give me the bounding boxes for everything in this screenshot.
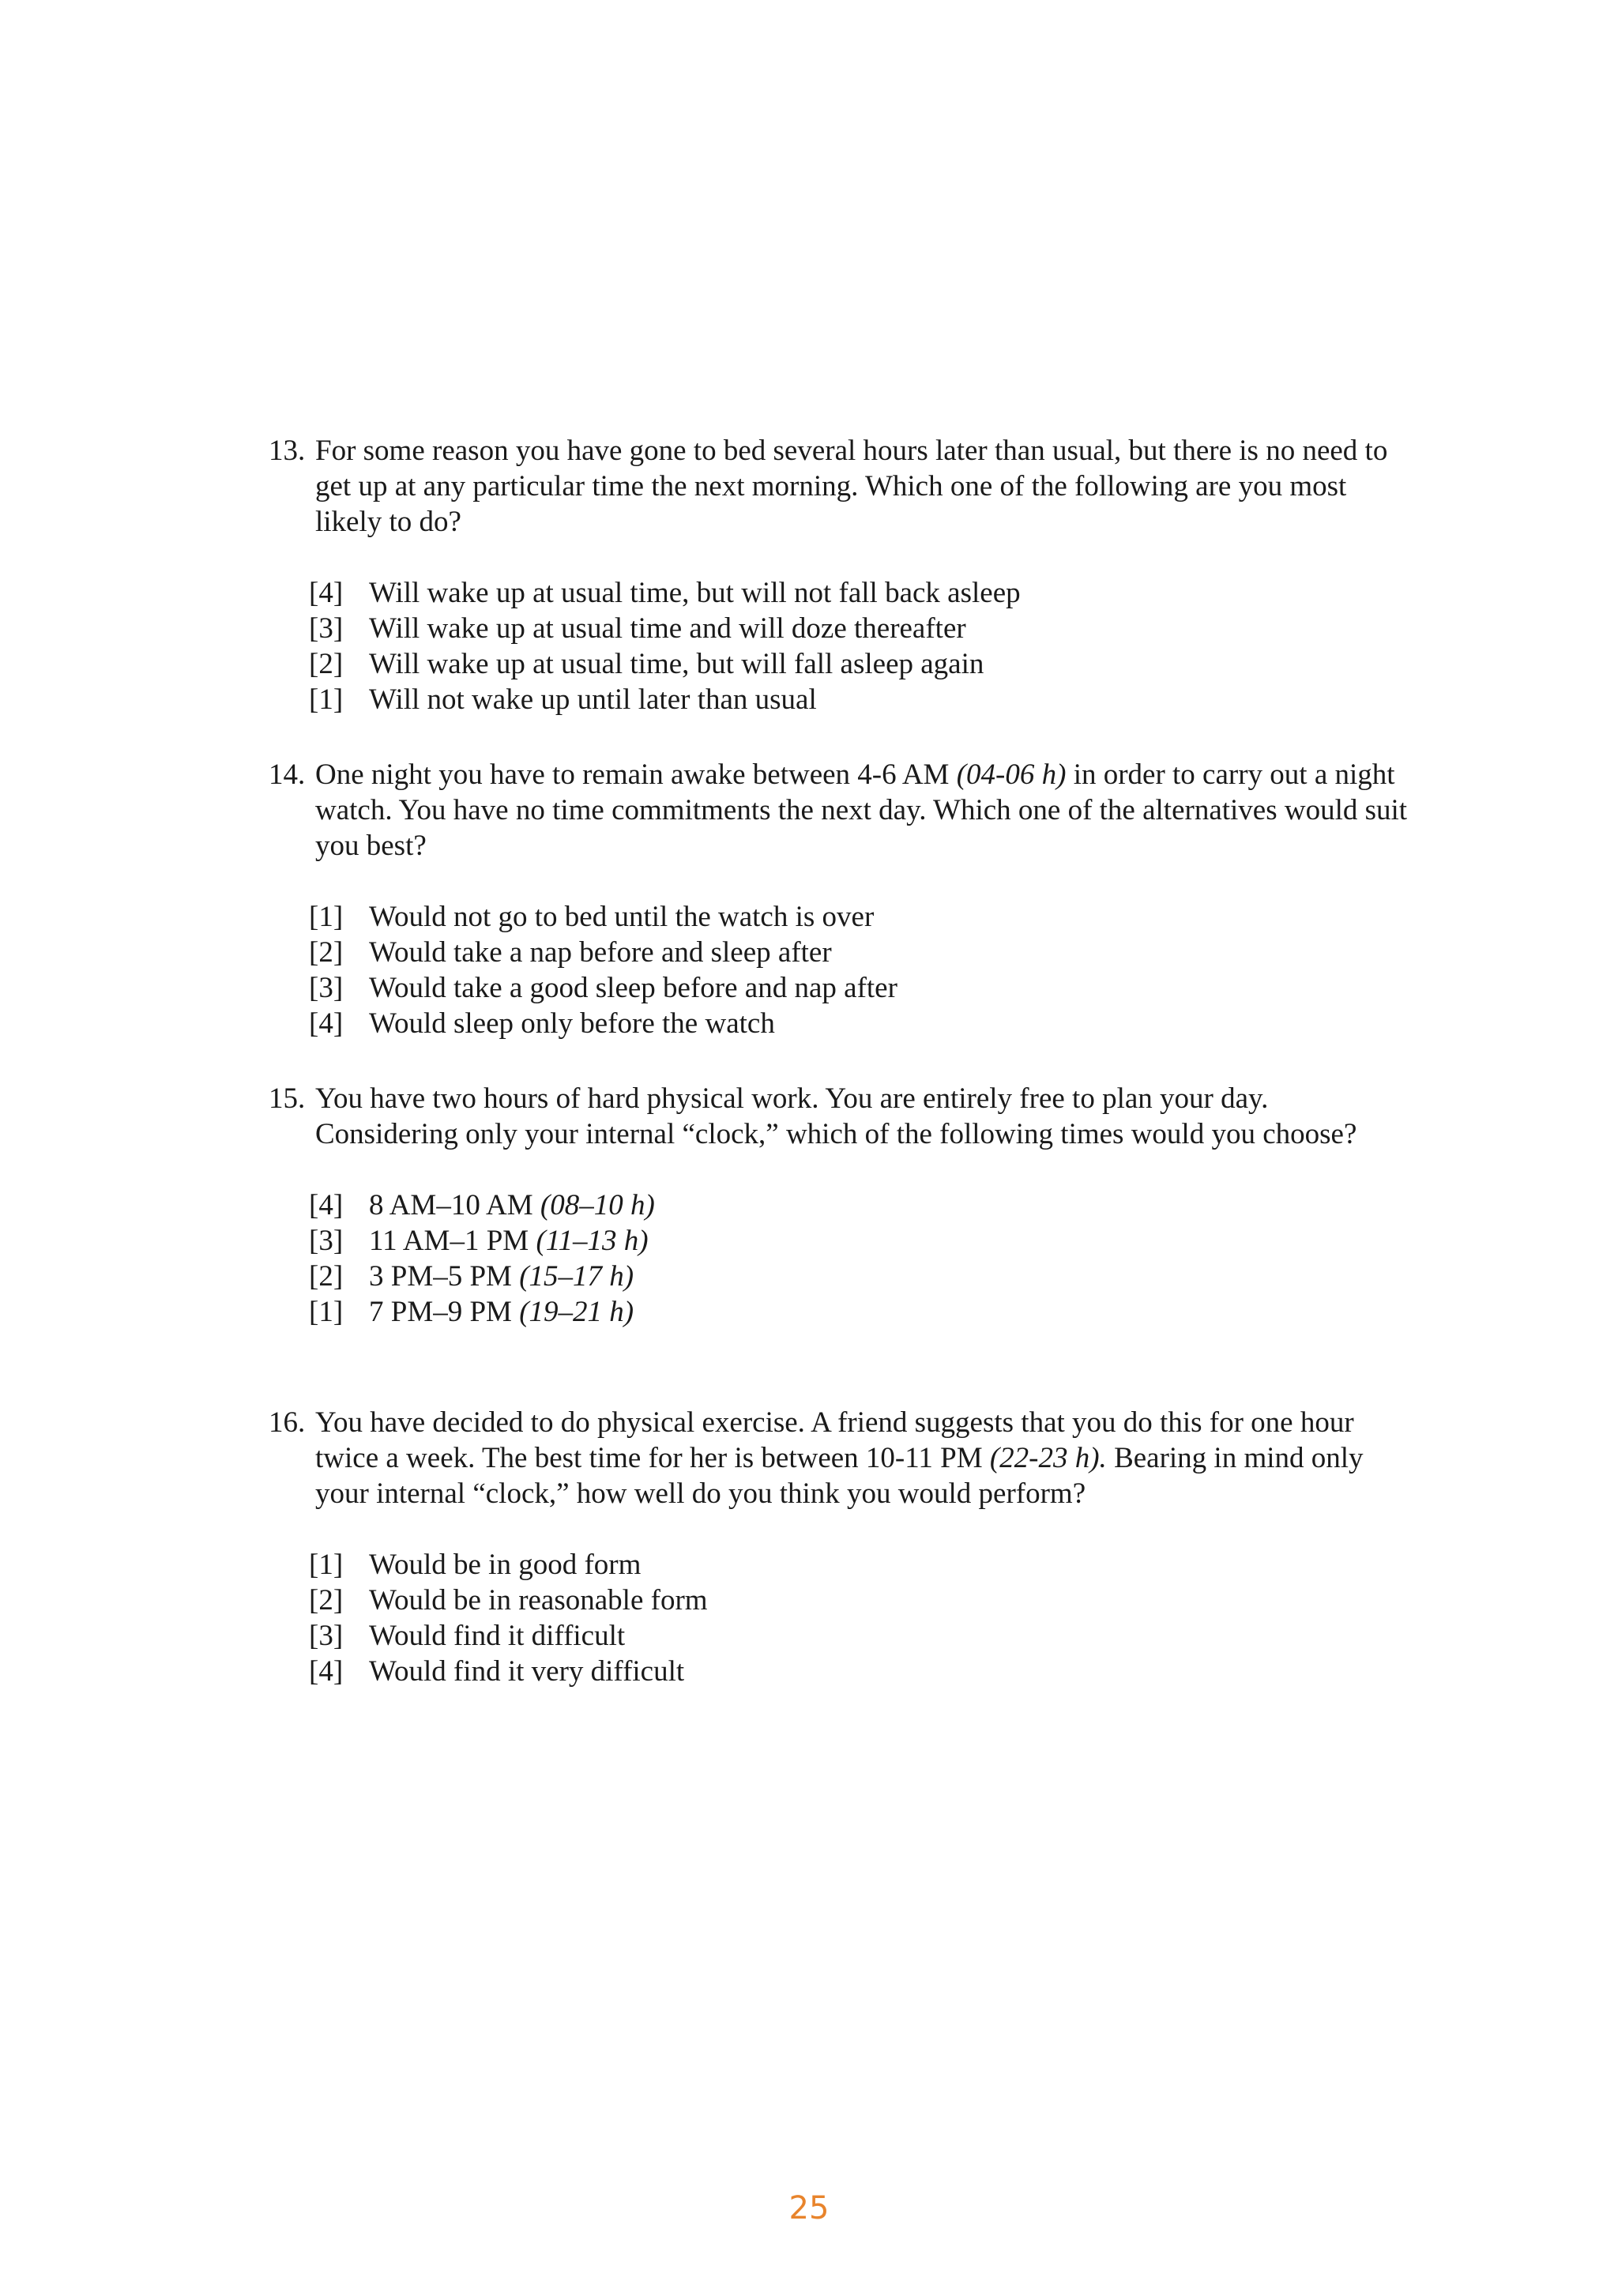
option-score: [1] <box>309 683 344 716</box>
option-text: Will wake up at usual time and will doze thereafter <box>369 612 966 645</box>
option-item <box>309 935 1414 970</box>
option-text: 8 AM–10 AM (08–10 h) <box>369 1189 655 1221</box>
option-score: [4] <box>309 1189 344 1221</box>
option-item <box>309 646 1414 682</box>
question-number: 14. <box>269 758 306 791</box>
option-text: Would find it difficult <box>369 1620 626 1652</box>
option-score: [1] <box>309 901 344 933</box>
option-item <box>309 899 1414 935</box>
question-text-italic: (04-06 h) <box>956 758 1067 791</box>
question-15 <box>269 1081 1414 1330</box>
question-number: 13. <box>269 435 306 467</box>
question-text-part: in order to carry out a night watch. You have no time commitments the next day. Which one of the alternatives would suit you best? <box>315 758 1408 862</box>
option-score: [3] <box>309 1620 344 1652</box>
option-item <box>309 1188 1414 1223</box>
question-text-italic: (22-23 h). <box>989 1442 1107 1474</box>
option-list <box>269 575 1414 717</box>
option-item <box>309 611 1414 646</box>
question-text-part: Bearing in mind only your internal “clock,” how well do you think you would perform? <box>315 1442 1364 1510</box>
question-text <box>269 1405 1414 1511</box>
question-text <box>269 433 1414 540</box>
question-text-part: For some reason you have gone to bed several hours later than usual, but there is no need to get up at any particular time the next morning. Which one of the following are you most likely to do? <box>315 435 1388 538</box>
page-number: 25 <box>788 2190 830 2226</box>
option-text: Will not wake up until later than usual <box>369 683 817 716</box>
question-13 <box>269 433 1414 717</box>
option-score: [3] <box>309 1225 344 1257</box>
option-text: 3 PM–5 PM (15–17 h) <box>369 1260 634 1293</box>
question-number: 16. <box>269 1406 306 1439</box>
option-score: [2] <box>309 648 344 680</box>
option-text: Would take a good sleep before and nap after <box>369 972 897 1004</box>
option-item <box>309 1223 1414 1259</box>
question-text <box>269 757 1414 864</box>
option-score: [2] <box>309 1584 344 1617</box>
option-text: Would sleep only before the watch <box>369 1007 775 1040</box>
option-score: [2] <box>309 936 344 969</box>
option-item <box>309 575 1414 611</box>
option-text: Would be in reasonable form <box>369 1584 708 1617</box>
option-score: [3] <box>309 972 344 1004</box>
option-list <box>269 1547 1414 1689</box>
option-item <box>309 1654 1414 1689</box>
option-list <box>269 1188 1414 1330</box>
option-text: Would take a nap before and sleep after <box>369 936 832 969</box>
option-item <box>309 1294 1414 1330</box>
question-text-part: One night you have to remain awake between 4-6 AM <box>315 758 957 791</box>
option-item <box>309 1618 1414 1654</box>
option-score: [2] <box>309 1260 344 1293</box>
option-item <box>309 1547 1414 1583</box>
option-item <box>309 970 1414 1006</box>
option-text: Would find it very difficult <box>369 1655 685 1688</box>
option-item <box>309 682 1414 717</box>
option-score: [3] <box>309 612 344 645</box>
option-score: [1] <box>309 1549 344 1581</box>
option-score: [4] <box>309 1007 344 1040</box>
option-text: Will wake up at usual time, but will not fall back asleep <box>369 577 1021 609</box>
option-item <box>309 1006 1414 1041</box>
option-text: 11 AM–1 PM (11–13 h) <box>369 1225 649 1257</box>
option-score: [4] <box>309 1655 344 1688</box>
option-text: Would not go to bed until the watch is over <box>369 901 875 933</box>
question-text-part: You have decided to do physical exercise. A friend suggests that you do this for one hour twice a week. The best time for her is between 10-11 PM <box>315 1406 1354 1474</box>
option-text: Would be in good form <box>369 1549 642 1581</box>
option-item <box>309 1583 1414 1618</box>
option-item <box>309 1259 1414 1294</box>
question-14 <box>269 757 1414 1041</box>
option-list <box>269 899 1414 1041</box>
option-score: [1] <box>309 1296 344 1328</box>
question-text <box>269 1081 1414 1152</box>
option-score: [4] <box>309 577 344 609</box>
question-text-part: You have two hours of hard physical work. You are entirely free to plan your day. Considering only your internal “clock,” which of the following times would you choose? <box>315 1082 1357 1150</box>
question-number: 15. <box>269 1082 306 1115</box>
question-16 <box>269 1405 1414 1689</box>
option-text: 7 PM–9 PM (19–21 h) <box>369 1296 634 1328</box>
option-text: Will wake up at usual time, but will fall asleep again <box>369 648 984 680</box>
